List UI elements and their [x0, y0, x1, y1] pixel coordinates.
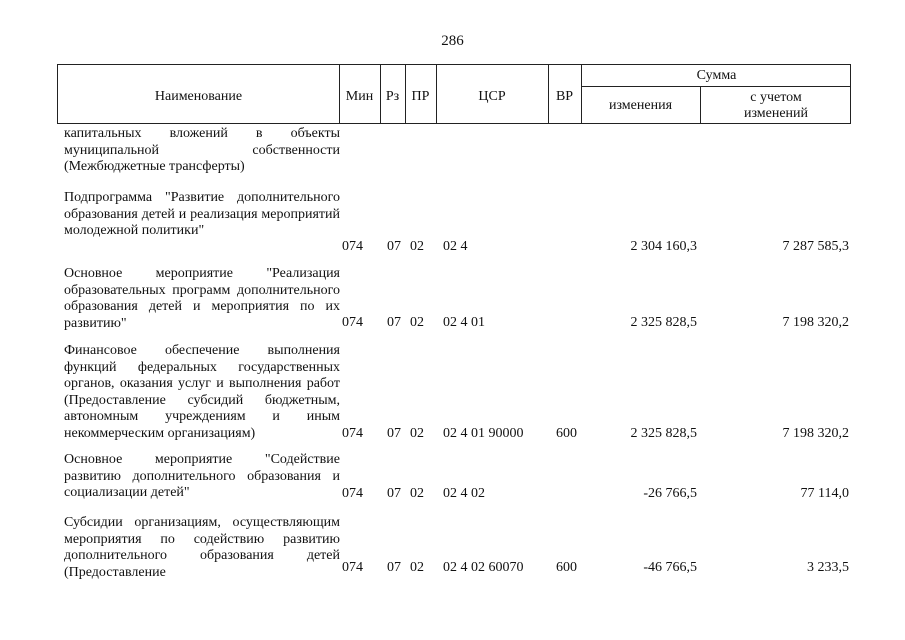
- row-min: 074: [342, 239, 363, 254]
- row-name: Основное мероприятие "Содействие развитию дополнительного образования и социализации детей": [64, 452, 340, 500]
- header-with-changes: [700, 90, 852, 122]
- header-vr: ВР: [555, 89, 574, 104]
- row-csr: 02 4 02 60070: [443, 560, 524, 575]
- header-sum: Сумма: [696, 68, 737, 83]
- row-name: Субсидии организациям, осуществляющим мероприятия по содействию развитию дополнительного образования детей (Предоставление: [64, 515, 340, 580]
- row-pr: 02: [410, 239, 424, 254]
- row-change: 2 325 828,5: [630, 315, 697, 330]
- row-rz: 07: [387, 426, 401, 441]
- row-pr: 02: [410, 560, 424, 575]
- row-vr: 600: [556, 426, 577, 441]
- row-pr: 02: [410, 315, 424, 330]
- row-min: 074: [342, 560, 363, 575]
- row-name: Финансовое обеспечение выполнения функций федеральных государственных органов, оказания услуг и выполнения работ (Предоставление субсидий бюджетным, автономным учреждениям и иным некоммерческим организациям): [64, 343, 340, 441]
- page-number: 286: [441, 33, 464, 49]
- row-rz: 07: [387, 560, 401, 575]
- row-name: Подпрограмма "Развитие дополнительного образования детей и реализация мероприятий молодежной политики": [64, 190, 340, 238]
- header-with-changes-line2: изменений: [743, 106, 809, 121]
- row-total: 7 198 320,2: [782, 315, 849, 330]
- row-rz: 07: [387, 239, 401, 254]
- row-total: 7 287 585,3: [782, 239, 849, 254]
- row-rz: 07: [387, 486, 401, 501]
- row-change: 2 325 828,5: [630, 426, 697, 441]
- header-name: Наименование: [154, 89, 243, 104]
- row-min: 074: [342, 315, 363, 330]
- row-change: -26 766,5: [643, 486, 697, 501]
- row-pr: 02: [410, 426, 424, 441]
- header-rz: Рз: [385, 89, 400, 104]
- row-total: 7 198 320,2: [782, 426, 849, 441]
- row-csr: 02 4 01: [443, 315, 485, 330]
- row-name: Основное мероприятие "Реализация образовательных программ дополнительного образования детей и мероприятия по их развитию": [64, 266, 340, 331]
- row-rz: 07: [387, 315, 401, 330]
- table-header: [57, 64, 851, 124]
- header-changes: изменения: [608, 98, 673, 113]
- row-total: 3 233,5: [807, 560, 849, 575]
- row-min: 074: [342, 486, 363, 501]
- row-min: 074: [342, 426, 363, 441]
- row-change: 2 304 160,3: [630, 239, 697, 254]
- row-total: 77 114,0: [800, 486, 849, 501]
- row-pr: 02: [410, 486, 424, 501]
- row-csr: 02 4 01 90000: [443, 426, 524, 441]
- row-name: капитальных вложений в объекты муниципальной собственности (Межбюджетные трансферты): [64, 126, 340, 174]
- row-csr: 02 4 02: [443, 486, 485, 501]
- header-with-changes-line1: с учетом: [750, 90, 802, 105]
- row-csr: 02 4: [443, 239, 468, 254]
- sum-divider: [581, 86, 850, 87]
- header-min: Мин: [345, 89, 374, 104]
- header-pr: ПР: [411, 89, 430, 104]
- row-vr: 600: [556, 560, 577, 575]
- row-change: -46 766,5: [643, 560, 697, 575]
- header-csr: ЦСР: [478, 89, 506, 104]
